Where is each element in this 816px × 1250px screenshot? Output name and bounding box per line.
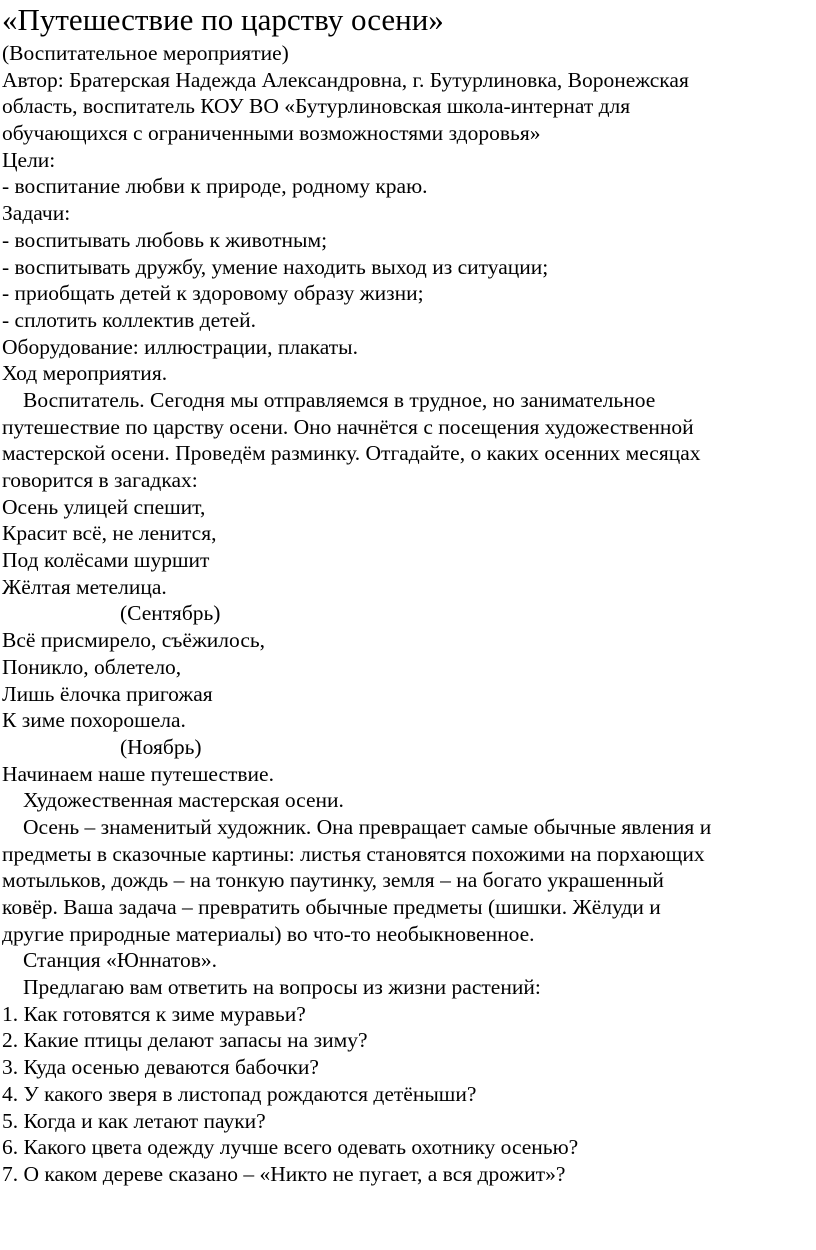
text-line: 7. О каком дереве сказано – «Никто не пугает, а вся дрожит»? — [2, 1161, 566, 1186]
text-line: Автор: Братерская Надежда Александровна, г. Бутурлиновка, Воронежская — [2, 67, 689, 92]
text-line: Красит всё, не ленится, — [2, 521, 217, 546]
text-line: говорится в загадках: — [2, 468, 198, 492]
text-line: (Воспитательное мероприятие) — [2, 41, 289, 65]
text-line: 5. Когда и как летают пауки? — [2, 1108, 266, 1133]
document-body — [2, 40, 812, 1188]
text-line: Цели: — [2, 147, 56, 172]
text-line: Оборудование: иллюстрации, плакаты. — [2, 334, 358, 359]
text-line: путешествие по царству осени. Оно начнётся с посещения художественной — [2, 414, 694, 439]
text-line: 2. Какие птицы делают запасы на зиму? — [2, 1028, 368, 1053]
text-line: обучающихся с ограниченными возможностями здоровья» — [2, 121, 541, 146]
text-line: К зиме похорошела. — [2, 708, 186, 733]
text-line: - воспитывать любовь к животным; — [2, 227, 328, 252]
text-line: Осень – знаменитый художник. Она превращает самые обычные явления и — [23, 814, 712, 839]
text-line: - воспитание любви к природе, родному краю. — [2, 174, 428, 199]
text-line: 6. Какого цвета одежду лучше всего одевать охотнику осенью? — [2, 1135, 579, 1160]
text-line: Предлагаю вам ответить на вопросы из жизни растений: — [23, 975, 541, 1000]
text-line: - воспитывать дружбу, умение находить выход из ситуации; — [2, 254, 549, 279]
text-line: Художественная мастерская осени. — [23, 788, 344, 813]
text-line: мотыльков, дождь – на тонкую паутинку, земля – на богато украшенный — [2, 868, 664, 893]
text-line: - сплотить коллектив детей. — [2, 307, 256, 332]
text-line: Под колёсами шуршит — [2, 548, 210, 573]
text-line: Жёлтая метелица. — [2, 574, 167, 599]
text-line: Станция «Юннатов». — [23, 948, 218, 973]
text-line: (Ноябрь) — [120, 734, 202, 759]
text-line: предметы в сказочные картины: листья становятся похожими на порхающих — [2, 841, 705, 866]
text-line: Лишь ёлочка пригожая — [2, 681, 213, 706]
text-line: Поникло, облетело, — [2, 654, 182, 679]
text-line: 4. У какого зверя в листопад рождаются детёныши? — [2, 1081, 477, 1106]
text-line: другие природные материалы) во что-то необыкновенное. — [2, 921, 535, 946]
text-line: 1. Как готовятся к зиме муравьи? — [2, 1001, 306, 1026]
text-line: Задачи: — [2, 201, 71, 226]
text-line: Начинаем наше путешествие. — [2, 761, 274, 786]
text-line: ковёр. Ваша задача – превратить обычные предметы (шишки. Жёлуди и — [2, 895, 661, 919]
text-line: Осень улицей спешит, — [2, 494, 206, 519]
document-title: «Путешествие по царству осени» — [2, 2, 444, 37]
document-page — [2, 0, 812, 1188]
text-line: Ход мероприятия. — [2, 361, 168, 386]
text-line: Воспитатель. Сегодня мы отправляемся в трудное, но занимательное — [23, 387, 656, 412]
text-line: Всё присмирело, съёжилось, — [2, 628, 266, 653]
text-line: - приобщать детей к здоровому образу жизни; — [2, 281, 424, 306]
text-line: 3. Куда осенью деваются бабочки? — [2, 1055, 319, 1080]
text-line: мастерской осени. Проведём разминку. Отгадайте, о каких осенних месяцах — [2, 441, 701, 466]
text-line: область, воспитатель КОУ ВО «Бутурлиновская школа-интернат для — [2, 94, 631, 119]
text-line: (Сентябрь) — [120, 601, 221, 626]
